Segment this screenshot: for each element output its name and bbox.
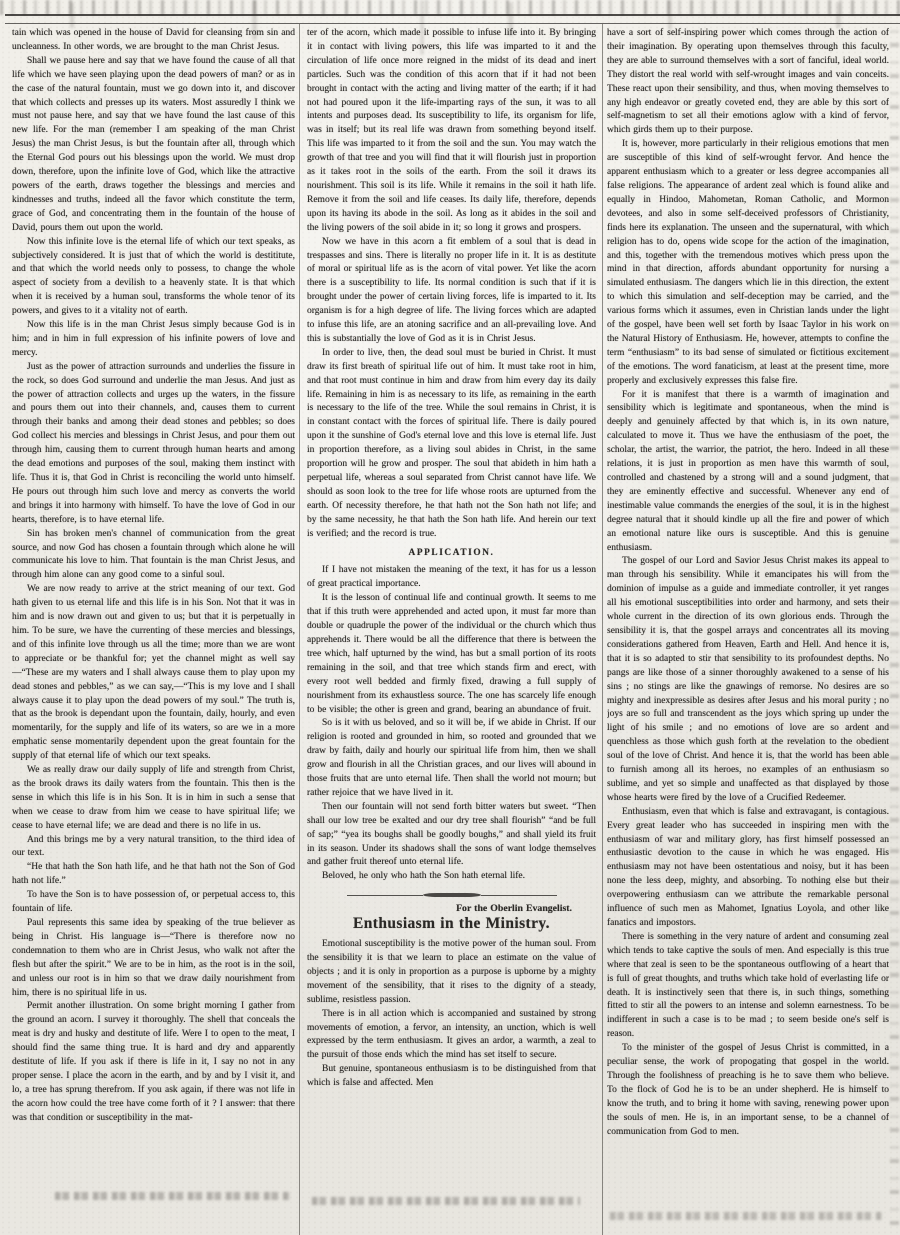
paragraph: Permit another illustration. On some bright morning I gather from the ground an acorn. I survey it thoroughly. The shell that conceals the meat is dry and husky and destitute of life. Were I to open to the meat, I should find the same thing true. It is hard and dry and apparently destitute of life. If you ask if there is life in it, I say no not in any proper sense. I place the acorn in the earth, and by and by I visit it, and lo, a tree has sprung therefrom. If you ask again, if there was not life in the acorn how could the tree have come forth of it ? I answer: that there was that condition or susceptibility in the mat-	[12, 1001, 295, 1123]
paragraph: We are now ready to arrive at the strict meaning of our text. God hath given to us eternal life and this life is in his Son. Not that it was in him and is now drawn out and given to us; but that it is perpetually in him. To be sure, we have the currenting of these mercies and blessings, and of this infinite love through us all the time; more than we are wont to appreciate or be thankful for; yet the channel might as well say—“These are my waters and I shall always cause them to play upon my dead stones and pebbles,” as we can say,—“This is my love and I shall always cause it to play upon the dead powers of my soul.” The truth is, that as the brook is dependant upon the fountain, daily, hourly, and even momentarily, for the supply and life of its waters, so are we in a more emphatic sense momentarily dependent upon the great fountain for the supply of that eternal life of which our text speaks.	[12, 584, 295, 762]
paragraph: To the minister of the gospel of Jesus Christ is committed, in a peculiar sense, the work of propogating that gospel in the world. Through the foolishness of preaching is he to save them who believe. To the flock of God he is to be an under shepherd. He is himself to know the truth, and to bring it home with saving, renewing power upon the souls of men. He is, in an important sense, to be a channel of communication from God to men.	[607, 1043, 889, 1137]
page-edge-bleed-through	[890, 30, 899, 1225]
paragraph: Paul represents this same idea by speaking of the true believer as being in Christ. His language is—“There is therefore now no condemnation to them who are in Christ Jesus, who walk not after the flesh but after the spirit.” We are to be in him, as the root is in the soil, and unless our root is in him so that we draw daily nourishment from him, there is no spiritual life in us.	[12, 918, 295, 998]
paragraph: Sin has broken men's channel of communication from the great source, and now God has chosen a fountain through which alone he will communicate his love to him. That fountain is the man Christ Jesus, and through him alone can any good come to a sinful soul.	[12, 528, 295, 581]
masthead-bleed-through	[0, 0, 900, 15]
paragraph: But genuine, spontaneous enthusiasm is to be distinguished from that which is false and affected. Men	[307, 1064, 596, 1089]
bleed-through-artifact	[312, 1197, 580, 1205]
swelled-rule	[423, 893, 481, 897]
column-3	[607, 27, 889, 1231]
paragraph: If I have not mistaken the meaning of the text, it has for us a lesson of great practical importance.	[307, 565, 596, 590]
paragraph: To have the Son is to have possession of, or perpetual access to, this fountain of life.	[12, 890, 295, 915]
paragraph: There is in all action which is accompanied and sustained by strong movements of emotion, a fervor, an intensity, an unction, which is well expressed by the term enthusiasm. It gives an ardor, a warmth, a zeal to the pursuit of those ends which the mind has set itself to secure.	[307, 1008, 596, 1061]
paragraph: Then our fountain will not send forth bitter waters but sweet. “Then shall our low tree be exalted and our dry tree shall flourish” “and be full of sap;” “yea its boughs shall be goodly boughs,” and shall yield its fruit in its season. Under its shadows shall the sons of want lodge themselves and gather fruit thereof unto eternal life.	[307, 801, 596, 868]
bleed-through-artifact	[55, 1192, 290, 1200]
scripture-quote: “He that hath the Son hath life, and he that hath not the Son of God hath not life.”	[12, 862, 295, 887]
paragraph: There is something in the very nature of ardent and consuming zeal which tends to take captive the souls of men. And especially is this true where that zeal is seen to be the spontaneous outflowing of a heart that is full of great thoughts, and truths which take hold of everlasting life or death. It is instinctively seen that there is, in such things, something fitted to stir all the powers to an intense and solemn earnestness. To be indifferent in such a case is to be mad ; to seem beside one's self is reason.	[607, 931, 889, 1040]
column-rule	[602, 24, 603, 1235]
article-heading: Enthusiasm in the Ministry.	[353, 915, 550, 933]
paragraph: And this brings me by a very natural transition, to the third idea of our text.	[12, 834, 295, 859]
paragraph: Beloved, he only who hath the Son hath eternal life.	[322, 871, 526, 882]
application-heading: APPLICATION.	[408, 547, 495, 558]
paragraph: The gospel of our Lord and Savior Jesus Christ makes its appeal to man through his sensibility. While it emancipates his will from the dominion of impulse as a guide and immediate controller, it yet ranges all his emotional susceptibilities into order and harmony, and sets their whole current in the direction of its own glorious ends. Through the sensibility it is, that the gospel arrays and concentrates all its moving considerations gathered from Heaven, Earth and Hell. And hence it is, that it is so adapted to stir that sensibility to its profoundest depths. No pangs are like those of a sinner thoroughly awakened to a sense of his sins ; no stings are like the gnawings of remorse. No desires are so mighty and inexpressible as desires after Jesus and his moral purity ; no joys are so full and transcendent as the joys which spring up under the light of his smile ; and no emotions of love are so ardent and quenchless as those which gush forth at the revelation to the obedient soul of the love of Christ. And hence it is, that the world has been able to furnish among all its heroes, no examples of an enthusiasm so sublime, and yet so simple and unaffected as that displayed by those whose hearts were fired by the love of a Crucified Redeemer.	[607, 556, 889, 803]
paragraph: Now this life is in the man Christ Jesus simply because God is in him; and in him in full expression of his infinite powers of love and mercy.	[12, 320, 295, 358]
paragraph: Emotional susceptibility is the motive power of the human soul. From the sensibility it is that we learn to place an estimate on the value of objects ; and it is only in proportion as a purpose is upborne by a mighty movement of the sensibility, that it rises to the dignity of a steady, sublime, resistless passion.	[307, 939, 596, 1005]
column-1	[12, 27, 295, 1231]
paragraph: Now we have in this acorn a fit emblem of a soul that is dead in trespasses and sins. There is literally no proper life in it. It is as destitute of moral or spiritual life as is the acorn of vital power. Yet like the acorn there is a susceptibility to life. Its normal condition is such that if it is brought under the power of certain living forces, life is imparted to it. Its organism is for a high degree of life. The living forces which are adapted to infuse this life, are an atoning sacrifice and an all-prevailing love. And this is substantially the love of God as it is in Christ Jesus.	[307, 236, 596, 344]
paragraph: Enthusiasm, even that which is false and extravagant, is contagious. Every great leader who has succeeded in inspiring men with the enthusiasm of war and military glory, has first himself possessed an enthusiastic devotion to the cause in which he was engaged. His enthusiasm may not have been ostentatious and noisy, but it has been none the less deep, mighty, and absorbing. To nothing else but their overpowering enthusiasm can we attribute the remarkable personal influence of such men as Mahomet, Ignatius Loyola, and other like fanatics and impostors.	[607, 806, 889, 928]
section-divider	[347, 893, 557, 897]
paragraph: It is, however, more particularly in their religious emotions that men are susceptible of this kind of self-wrought fervor. And hence the apparent enthusiasm which to a greater or less degree accompanies all false religions. The appearance of ardent zeal which is found alike and equally in Hindoo, Mahometan, Roman Catholic, and Mormon devotees, and also in some self-deceived professors of Christianity, finds here its explanation. The unseen and the supernatural, with which religion has to do, opens wide scope for the action of the imagination, and this, together with the tremendous motives which press upon the mind in that direction, affords abundant opportunity for nursing a simulated enthusiasm. The dangers which lie in this direction, the extent to which this simulation and self-deception may be carried, and the various forms which it assumes, even in Christian lands under the light of the gospel, have been well set forth by Isaac Taylor in his work on the Natural History of Enthusiasm. He, however, attempts to confine the term “enthusiasm” to its bad sense of simulated or fictitious excitement of the emotions. The word fanaticism, at least at the present time, more properly and exclusively expresses this false fire.	[607, 139, 889, 386]
paragraph: have a sort of self-inspiring power which comes through the action of their imagination. By operating upon themselves through this faculty, they are able to surround themselves with a sort of fanciful, ideal world. They distort the real world with self-wrought images and vain conceits. These react upon their sensibility, and thus, when moving themselves to any high endeavor or greatly coveted end, they are able by this sort of self-magnetism to set all their emotions aglow with a kind of fervor, which girds them up to their purpose.	[607, 28, 889, 136]
paragraph: We as really draw our daily supply of life and strength from Christ, as the brook draws its daily waters from the fountain. This then is the sense in which this life is in his Son. It is in him in such a sense that when we cease to draw from him we cease to have spiritual life; we cease to have eternal life; we are dead and there is no life in us.	[12, 765, 295, 831]
paragraph: Just as the power of attraction surrounds and underlies the fissure in the rock, so does God surround and underlie the man Jesus. And just as the power of attraction collects and urges up the waters, in the fissure and pours them out into their channels, and, causes them to current through their banks and among their dead stones and pebbles; so does God collect his mercies and blessings in Christ Jesus, and pour them out through him, causing them to current through human hearts and among the dead emotions and purposes of the soul, making them instinct with life. Thus it is, that God in Christ is reconciling the world unto himself. He pours out through him such love and mercy as converts the world and brings it into harmony with himself. To have the love of God in our hearts, therefore, is to have eternal life.	[12, 361, 295, 525]
masthead-rule	[5, 14, 900, 24]
paragraph: For it is manifest that there is a warmth of imagination and sensibility which is legitimate and spontaneous, when the mind is deeply and genuinely affected by that which is, in its own nature, calculated to move it. Thus we have the enthusiasm of the poet, the scholar, the artist, the warrior, the patriot, the hero. Indeed in all these relations, it is just in proportion as men have this warmth of soul, controlled and chastened by a strong will and a sound judgment, that they are eminently effective and successful. Whenever any end of inestimable value commands the energies of the soul, it is in the highest degree natural that it should kindle up all the fire and power of which an emotional nature like ours is susceptible. And this is genuine enthusiasm.	[607, 389, 889, 553]
paragraph: Now this infinite love is the eternal life of which our text speaks, as subjectively considered. It is just that of which the world is destititute, and that which the world needs only to possess, to change the whole aspect of society from a devilish to a heavenly state. It is that which when it is received by a human soul, transforms the whole tenor of its powers, and gives to it a vitality not of earth.	[12, 236, 295, 317]
paragraph: Shall we pause here and say that we have found the cause of all that life which we have seen playing upon the dead powers of man? or as in the case of the natural fountain, must we go down into it, and discover that which collects and presses up its waters. Most assuredly I think we must not pause here, and say that we have found the last cause of this new life. For the man (remember I am speaking of the man Christ Jesus) the man Christ Jesus, is but the fountain after all, through which the Eternal God pours out his blessings upon the world. We must drop down, therefore, upon the infinite love of God, which like the attractive powers of the earth, draws together the blessings and mercies and kindnesses and truths, indeed all the favor which constitute the term, grace of God, and concentrating them in the fountain of the house of David, pours them out upon the world.	[12, 55, 295, 233]
paragraph: It is the lesson of continual life and continual growth. It seems to me that if this truth were apprehended and acted upon, it must far more than double or quadruple the power of the individual or the church which thus apprehends it. There would be all the difference that there is between the tree which, half upturned by the wind, has but a small portion of its roots remaining in the soil, and that tree which stands firm and erect, with every root well bedded and firmly fixed, drawing a full supply of nourishment from its exhaustless source. The one has scarcely life enough to be visible; the other is green and grand, bearing an abundance of fruit.	[307, 593, 596, 715]
column-rule	[299, 24, 300, 1235]
paragraph: So is it with us beloved, and so it will be, if we abide in Christ. If our religion is rooted and grounded in him, so rooted and grounded that we draw by faith, daily and hourly our spiritual life from him, then we shall grow and flourish in all the Christian graces, and our lives will abound in those fruits that are unto eternal life. Then shall the world not mourn; but rather rejoice that we have lived in it.	[307, 718, 596, 798]
column-2	[307, 27, 596, 1231]
paragraph: ter of the acorn, which made it possible to infuse life into it. By bringing it in contact with living powers, this life was imparted to it and the circulation of life once more reigned in the midst of its dead and inert particles. Such was the condition of this acorn that if it had not been brought in contact with the acting and living matter of the earth; if it had not had poured upon it the life-imparting rays of the sun, it was to all intents and purposes dead. Its susceptibility to life, its organism for life, was in itself; but its real life was drawn from something beyond itself. This life was imparted to it from the soil and the sun. You may watch the growth of that tree and you will find that it will flourish just in proportion as it takes root in the soils of the earth. From the soil it draws its nourishment. This soil is its life. While it remains in the soil it hath life. Remove it from the soil and life ceases. Its daily life, therefore, depends upon its having its abode in the soil. As long as it abides in the soil and the living powers of the soil abide in it; so long it grows and prospers.	[307, 28, 596, 233]
credit-line: For the Oberlin Evangelist.	[456, 903, 572, 915]
bleed-through-artifact	[610, 1212, 882, 1220]
paragraph: tain which was opened in the house of David for cleansing from sin and uncleanness. In other words, we are brought to the man Christ Jesus.	[12, 28, 295, 52]
paragraph: In order to live, then, the dead soul must be buried in Christ. It must draw its first breath of spiritual life out of him. It must take root in him, and that root must continue in him and draw from him every day its daily life. Remaining in him is as necessary to its life, as remaining in the earth is necessary to the life of the tree. While the soul remains in Christ, it is in constant contact with the forces of spiritual life. There is daily poured upon it the sunshine of God's eternal love and this love is eternal life. Just in proportion therefore, as a living soul abides in Christ, in the same proportion will he grow and prosper. The soul that abideth in him hath a perpetual life, whereas a soul separated from Christ cannot have life. We should as soon look to the tree for life whose roots are upturned from the earth. Of necessity therefore, he that hath not the Son hath not life; and by the same necessity, he that hath the Son hath life. And herein our text is verified; and the record is true.	[307, 347, 596, 539]
